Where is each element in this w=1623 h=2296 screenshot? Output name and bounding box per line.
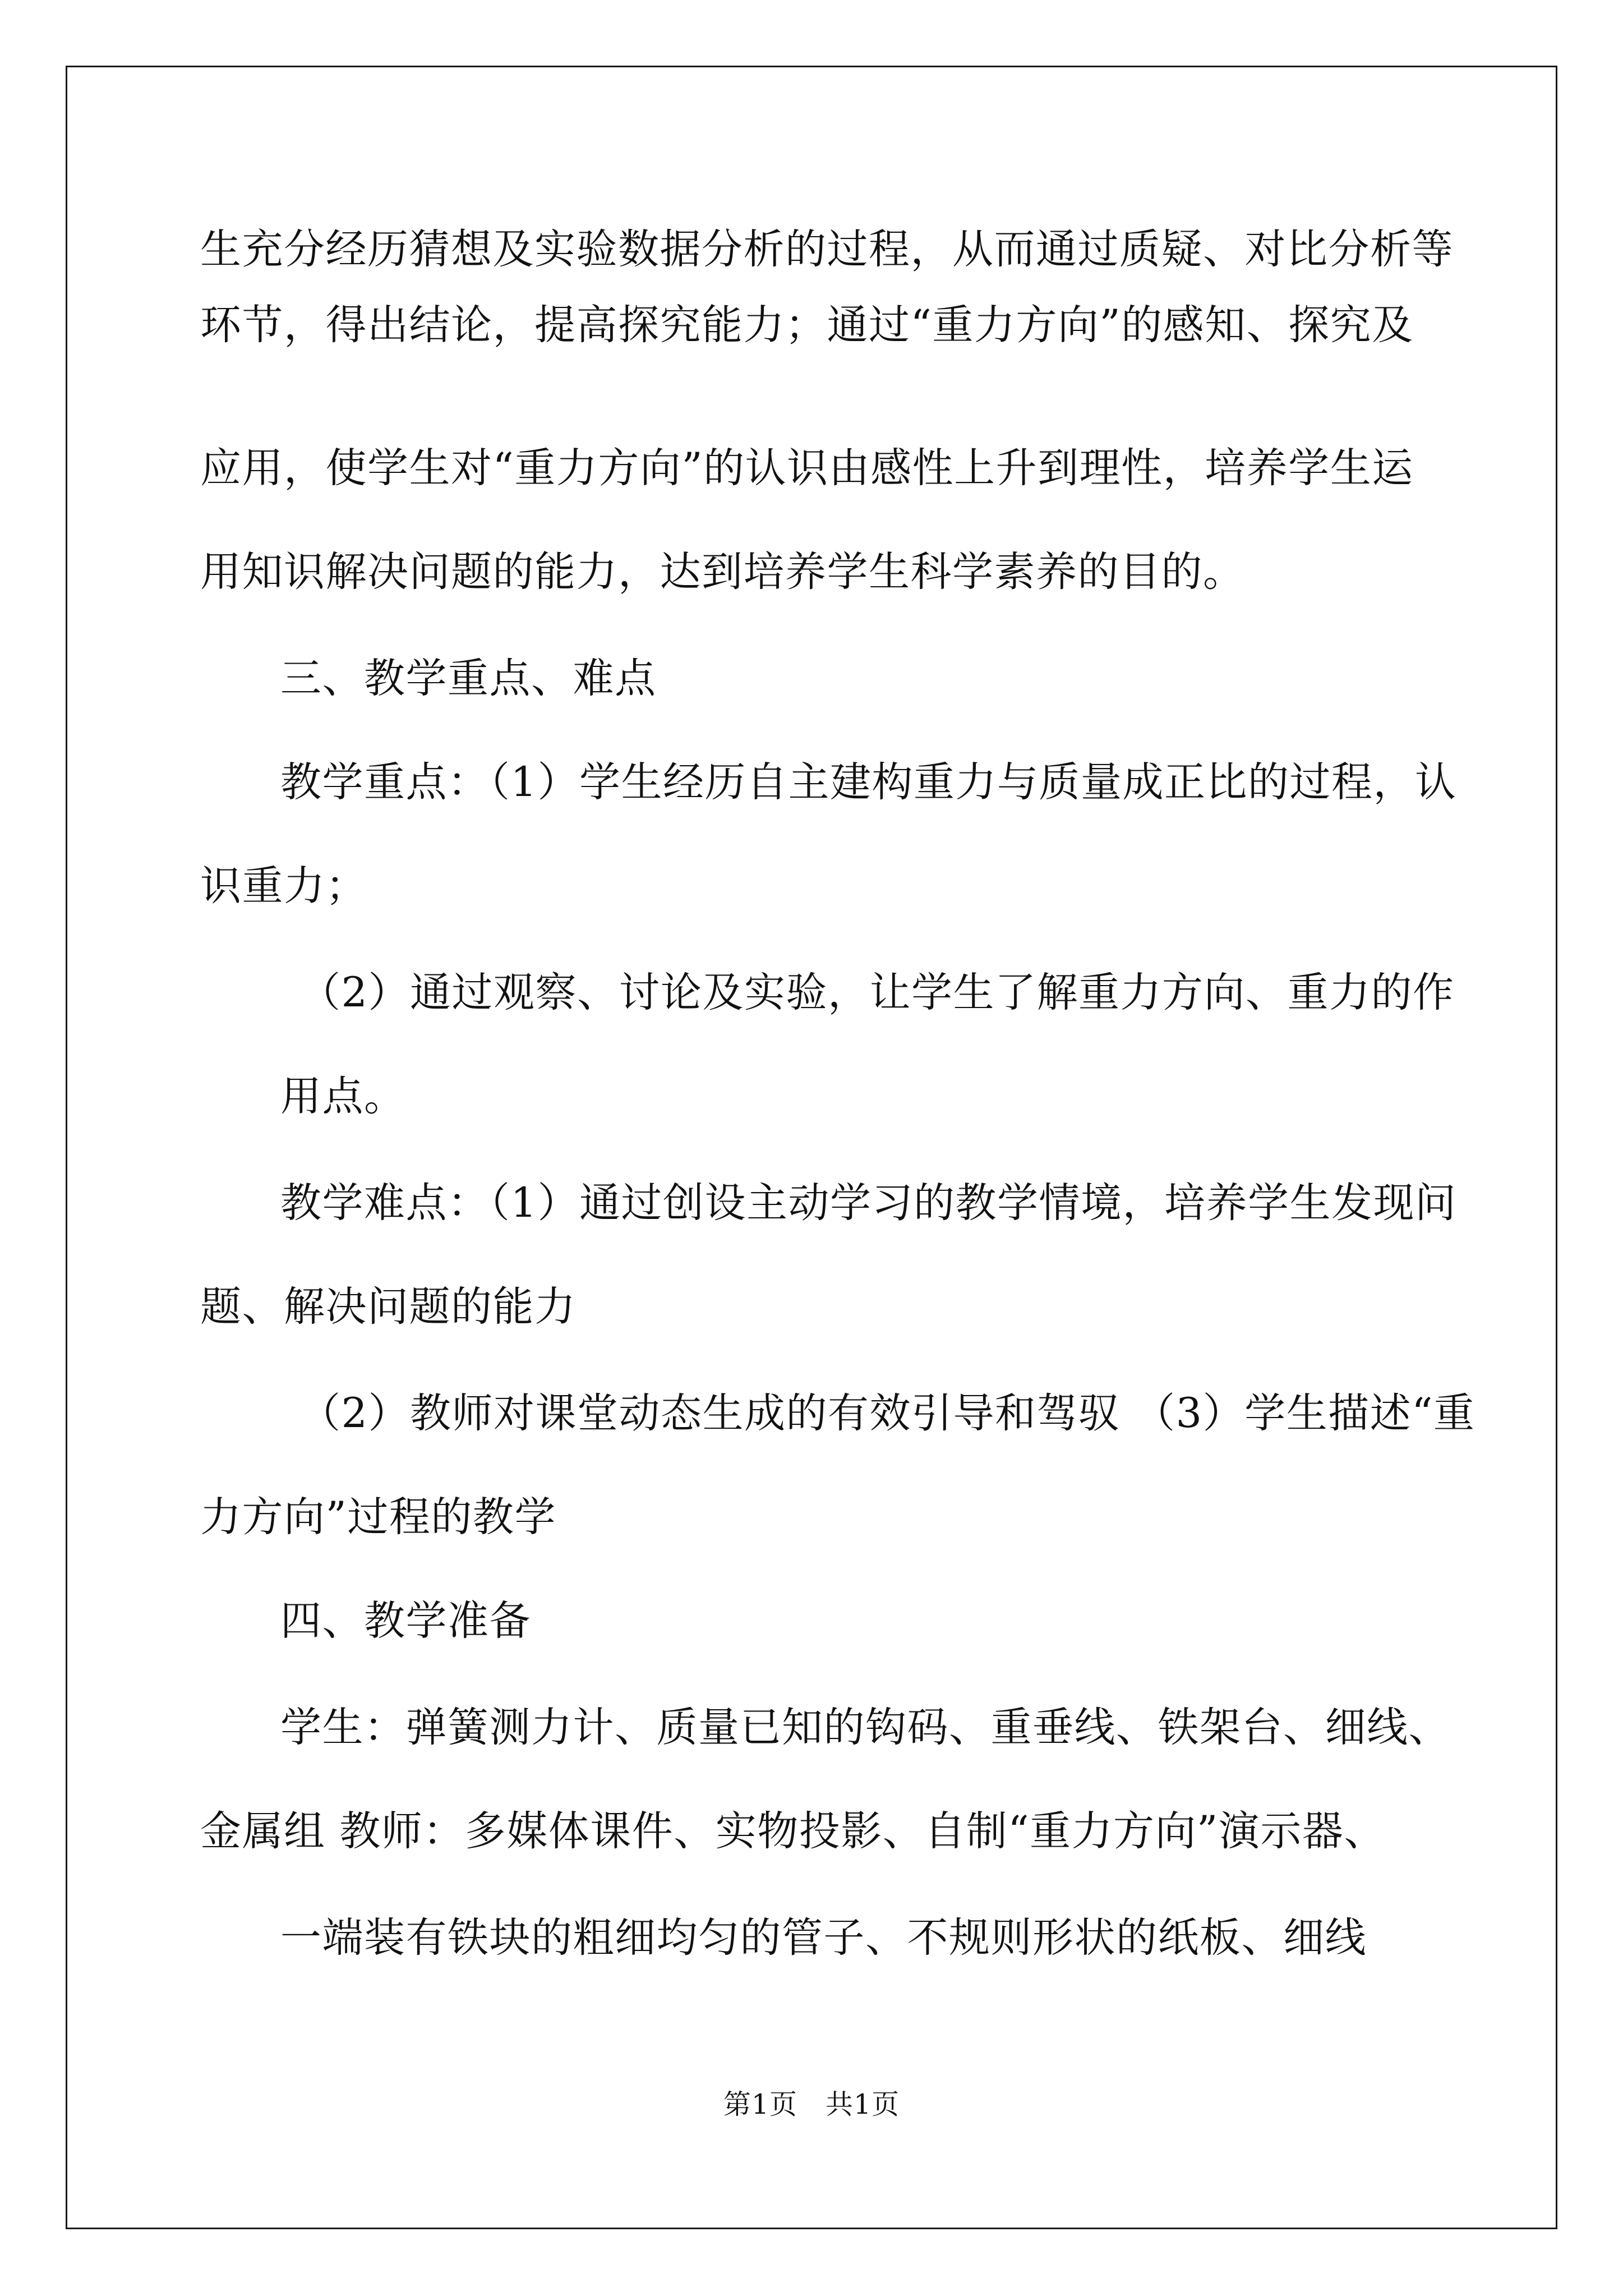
page-border xyxy=(66,66,1557,2229)
body-line-15: 学生：弹簧测力计、质量已知的钩码、重垂线、铁架台、细线、 xyxy=(280,1704,1450,1751)
body-line-1: 生充分经历猜想及实验数据分析的过程，从而通过质疑、对比分析等 xyxy=(200,226,1454,273)
section-heading-3: 三、教学重点、难点 xyxy=(280,655,657,702)
page-footer: 第1页 共1页 xyxy=(723,2088,900,2120)
body-line-11: 题、解决问题的能力 xyxy=(200,1283,577,1331)
body-line-17: 一端装有铁块的粗细均匀的管子、不规则形状的纸板、细线 xyxy=(280,1914,1367,1962)
body-line-9: 用点。 xyxy=(280,1073,406,1120)
body-line-10: 教学难点：（1）通过创设主动学习的教学情境，培养学生发现问 xyxy=(280,1179,1457,1227)
body-line-16: 金属组 教师：多媒体课件、实物投影、自制“重力方向”演示器、 xyxy=(200,1807,1386,1855)
section-heading-4: 四、教学准备 xyxy=(280,1597,531,1645)
body-line-2: 环节，得出结论，提高探究能力；通过“重力方向”的感知、探究及 xyxy=(200,301,1414,349)
body-line-8: （2）通过观察、讨论及实验，让学生了解重力方向、重力的作 xyxy=(299,969,1455,1016)
body-line-7: 识重力； xyxy=(200,862,367,910)
body-line-4: 用知识解决问题的能力，达到培养学生科学素养的目的。 xyxy=(200,548,1245,596)
body-line-6: 教学重点：（1）学生经历自主建构重力与质量成正比的过程，认 xyxy=(280,758,1457,806)
body-line-13: 力方向”过程的教学 xyxy=(200,1493,556,1541)
body-line-12: （2）教师对课堂动态生成的有效引导和驾驭 （3）学生描述“重 xyxy=(299,1389,1476,1437)
body-line-3: 应用，使学生对“重力方向”的认识由感性上升到理性，培养学生运 xyxy=(200,444,1414,492)
